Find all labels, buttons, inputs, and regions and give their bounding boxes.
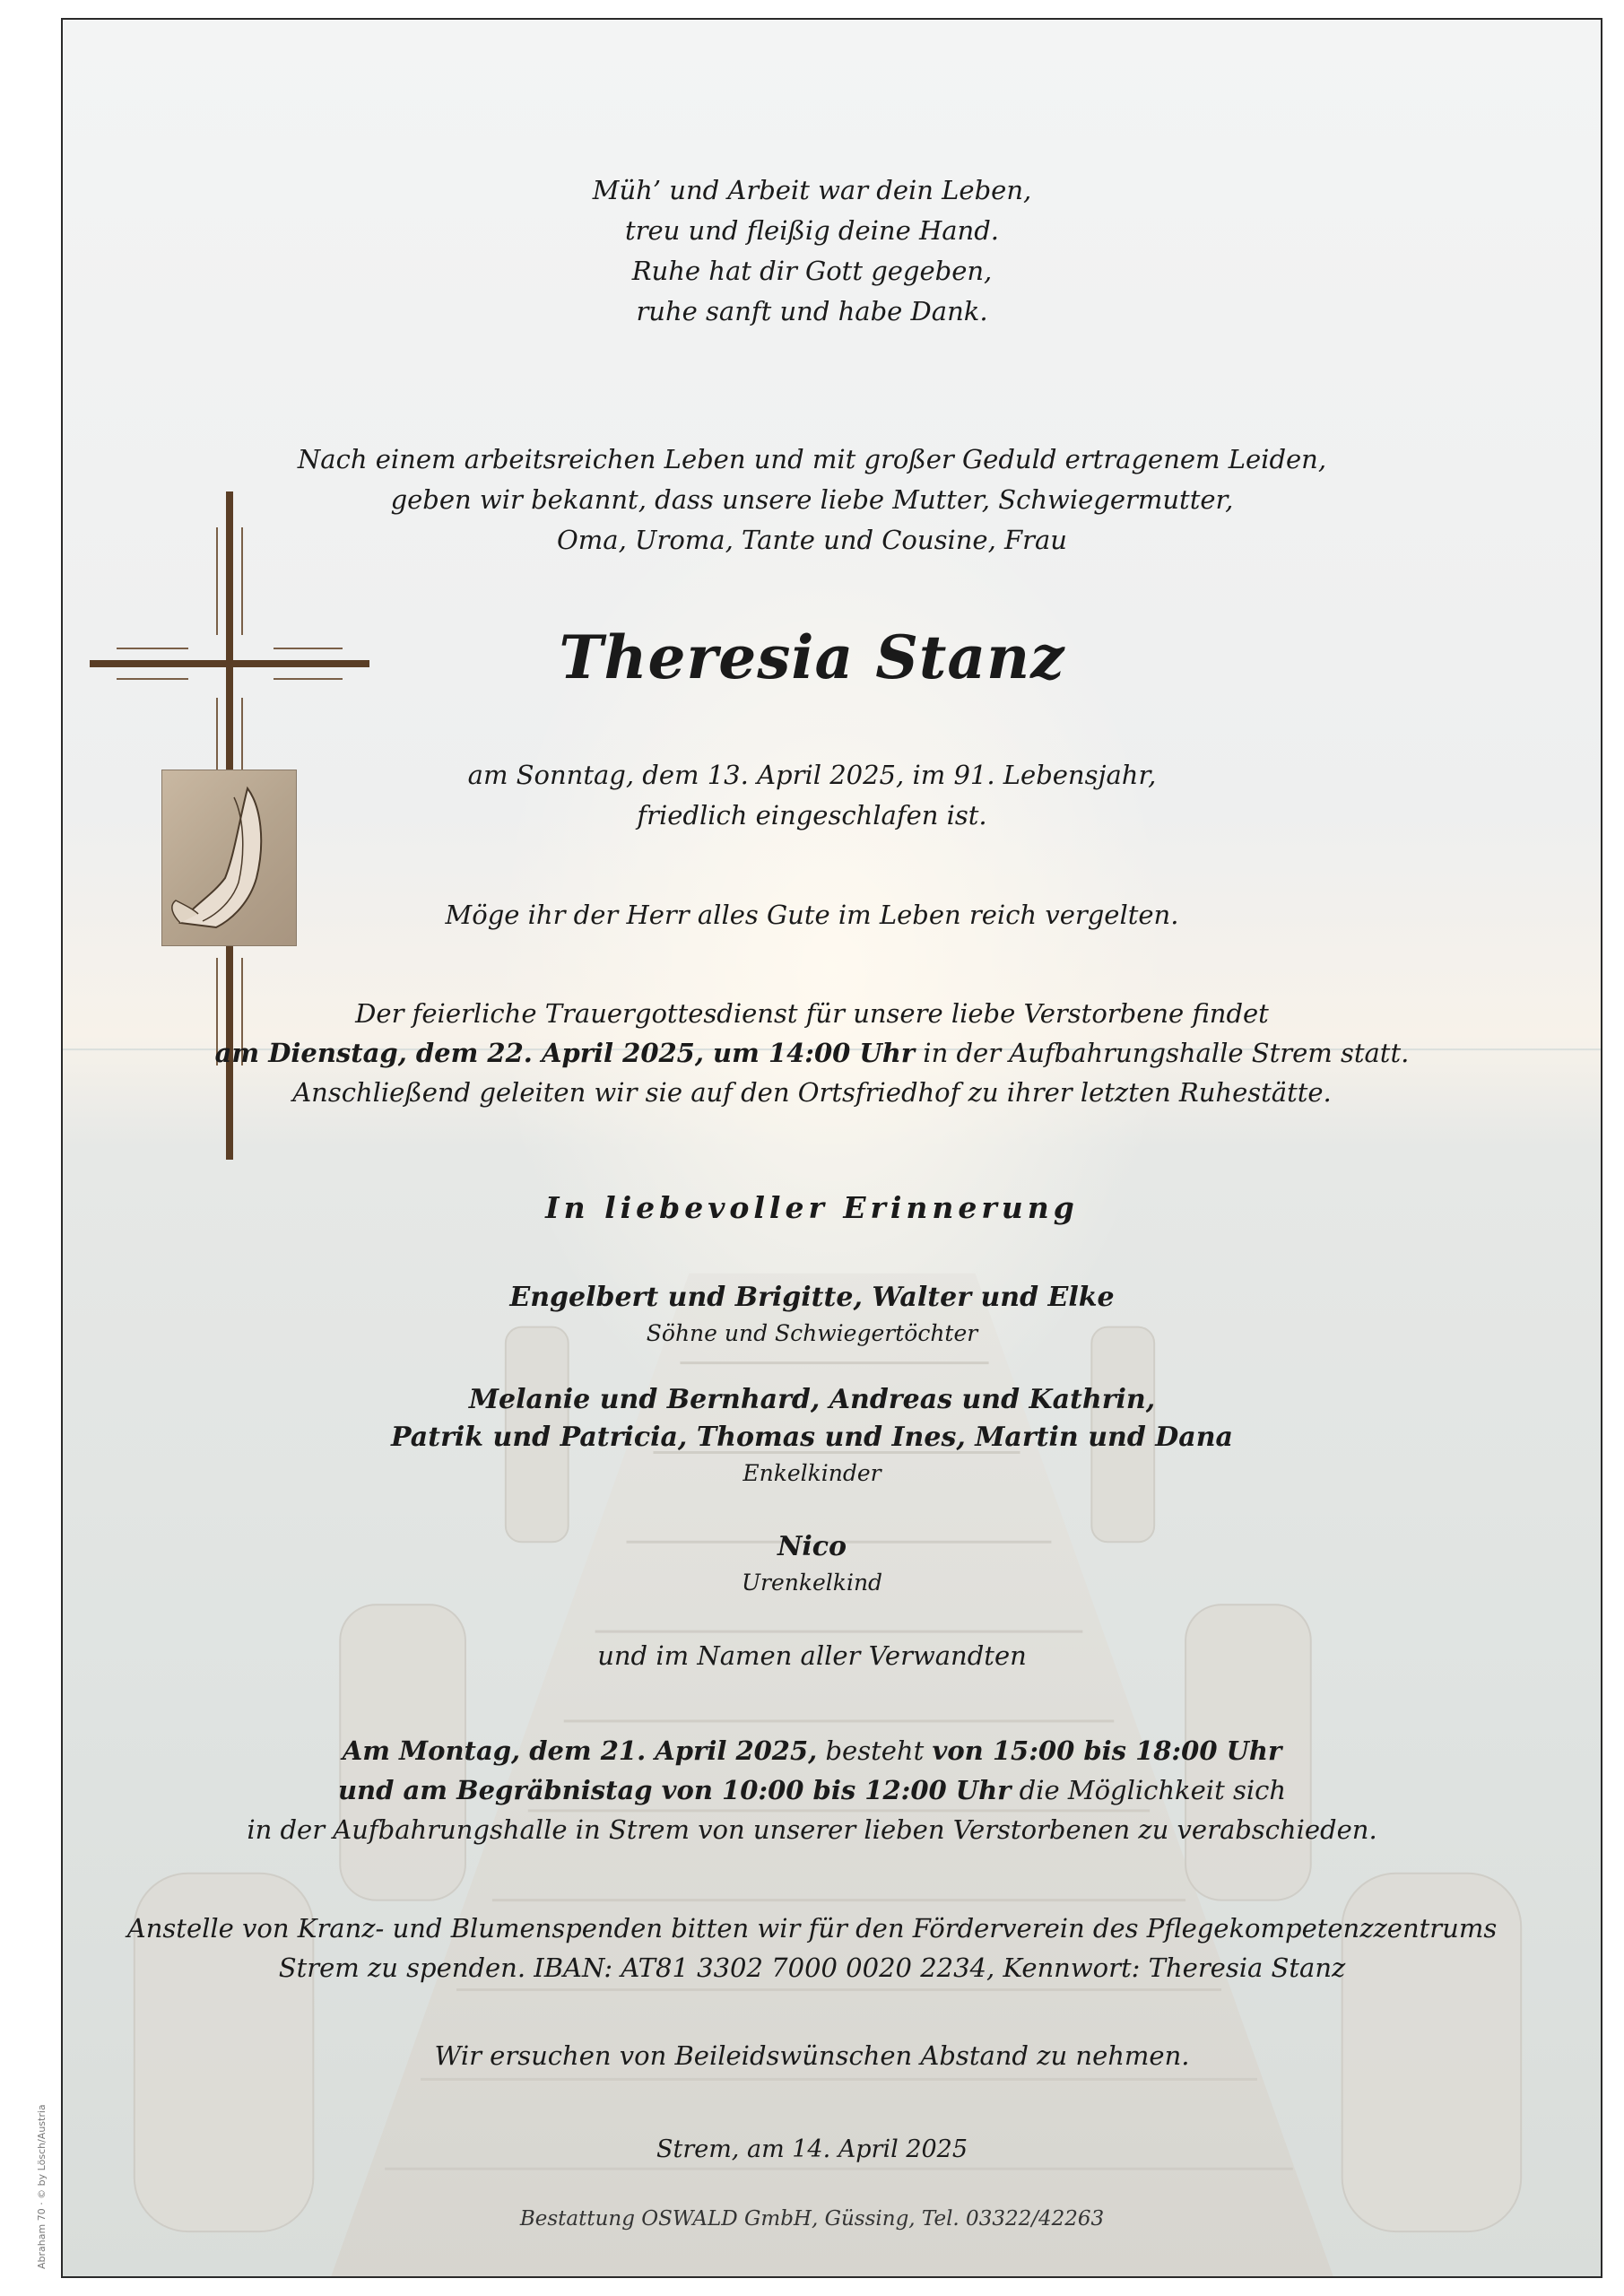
viewing-possibility: die Möglichkeit sich [1011, 1775, 1287, 1805]
undertaker-text: Bestattung OSWALD GmbH, Güssing, Tel. 03322/42263 [519, 2207, 1105, 2231]
family-names: Engelbert und Brigitte, Walter und Elke [509, 1282, 1115, 1313]
death-notice [0, 755, 1624, 836]
motto-line: Müh’ und Arbeit war dein Leben, [592, 175, 1032, 205]
donation-request [0, 1909, 1624, 1987]
memory-heading-text: In liebevoller Erinnerung [545, 1190, 1079, 1225]
service-line: Der feierliche Trauergottesdienst für unsere liebe Verstorbene findet [355, 998, 1269, 1029]
family-names: Patrik und Patricia, Thomas und Ines, Martin und Dana [391, 1422, 1233, 1453]
intro-line: Oma, Uroma, Tante und Cousine, Frau [557, 525, 1067, 555]
family-group-grandchildren [0, 1381, 1624, 1491]
motto-line: treu und fleißig deine Hand. [624, 215, 1000, 246]
blessing [0, 895, 1624, 935]
condolence-note [0, 2036, 1624, 2076]
intro-paragraph [0, 439, 1624, 561]
intro-line: geben wir bekannt, dass unsere liebe Mutter, Schwiegermutter, [390, 484, 1234, 515]
viewing-connector: besteht [817, 1735, 933, 1766]
viewing-burial-day-time: und am Begräbnistag von 10:00 bis 12:00 Uhr [337, 1775, 1012, 1805]
motto-line: Ruhe hat dir Gott gegeben, [631, 256, 993, 286]
blessing-text: Möge ihr der Herr alles Gute im Leben reich vergelten. [445, 900, 1179, 930]
viewing-time: von 15:00 bis 18:00 Uhr [932, 1735, 1282, 1766]
motto-line: ruhe sanft und habe Dank. [636, 296, 988, 326]
viewing-line: in der Aufbahrungshalle in Strem von unserer lieben Verstorbenen zu verabschieden. [247, 1814, 1377, 1845]
condolence-text: Wir ersuchen von Beileidswünschen Abstand zu nehmen. [434, 2040, 1190, 2071]
place-date [0, 2131, 1624, 2169]
family-role: Söhne und Schwiegertöchter [646, 1320, 978, 1346]
undertaker-footer [0, 2203, 1624, 2235]
family-names: Nico [777, 1531, 847, 1562]
family-role: Enkelkinder [743, 1460, 881, 1486]
service-location: in der Aufbahrungshalle Strem statt. [915, 1038, 1410, 1068]
viewing-line [0, 1731, 1624, 1770]
funeral-service-info [0, 994, 1624, 1112]
place-date-text: Strem, am 14. April 2025 [656, 2135, 968, 2163]
motto-verse [0, 170, 1624, 332]
relatives-line [0, 1636, 1624, 1676]
viewing-info [0, 1731, 1624, 1849]
death-notice-line: friedlich eingeschlafen ist. [637, 800, 987, 831]
intro-line: Nach einem arbeitsreichen Leben und mit großer Geduld ertragenem Leiden, [297, 444, 1327, 474]
family-group-great-grandchild [0, 1528, 1624, 1600]
donation-line: Anstelle von Kranz- und Blumenspenden bitten wir für den Förderverein des Pflegekompetenzzentrums [126, 1913, 1498, 1944]
service-line: Anschließend geleiten wir sie auf den Ortsfriedhof zu ihrer letzten Ruhestätte. [292, 1077, 1332, 1108]
memory-heading [0, 1186, 1624, 1231]
family-names: Melanie und Bernhard, Andreas und Kathrin, [468, 1384, 1156, 1415]
donation-line: Strem zu spenden. IBAN: AT81 3302 7000 0020 2234, Kennwort: Theresia Stanz [278, 1952, 1346, 1983]
family-role: Urenkelkind [741, 1570, 883, 1596]
relatives-text: und im Namen aller Verwandten [597, 1640, 1027, 1671]
side-credit: Abraham 70 · © by Lösch/Austria [36, 2104, 48, 2269]
service-date-time: am Dienstag, dem 22. April 2025, um 14:00 Uhr [214, 1038, 916, 1068]
viewing-line [0, 1770, 1624, 1810]
family-group-sons [0, 1279, 1624, 1351]
service-line [0, 1033, 1624, 1073]
viewing-date: Am Montag, dem 21. April 2025, [342, 1735, 818, 1766]
deceased-name-text: Theresia Stanz [559, 622, 1065, 692]
death-notice-line: am Sonntag, dem 13. April 2025, im 91. Lebensjahr, [467, 760, 1157, 790]
deceased-name [0, 617, 1624, 698]
